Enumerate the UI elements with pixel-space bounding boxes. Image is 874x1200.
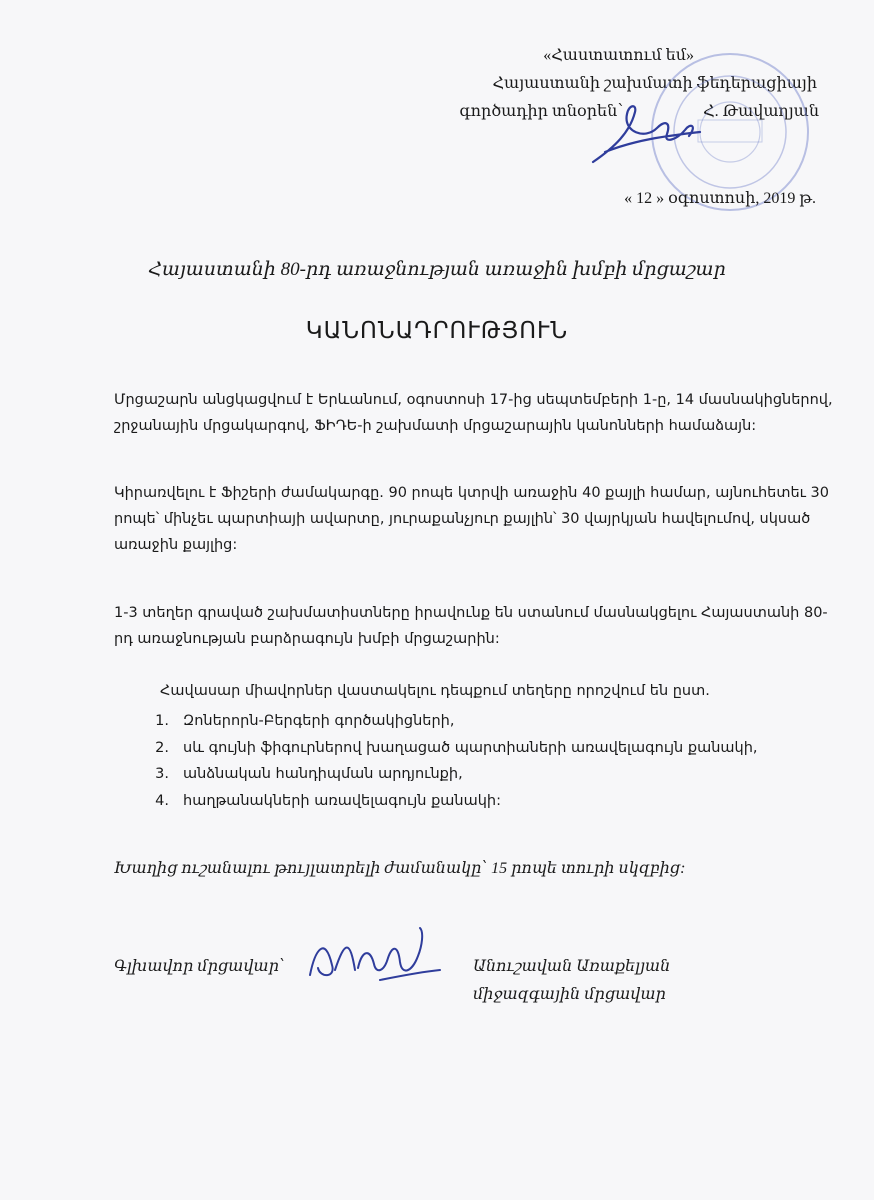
list-item-text: Զոներորն-Բերգերի գործակիցների, — [183, 713, 455, 729]
tiebreak-list — [134, 708, 758, 814]
chief-arbiter-title: միջազգային մրցավար — [473, 986, 666, 1003]
approval-date: « 12 » օգոստոսի, 2019 թ. — [624, 190, 816, 207]
list-item-text: սև գույնի ֆիգուրներով խաղացած պարտիաների առավելագույն քանակի, — [183, 739, 758, 756]
list-item-number: 1. — [155, 713, 169, 729]
list-item — [134, 788, 758, 815]
late-arrival-note: Խաղից ուշանալու թույլատրելի ժամանակը՝ 15 րոպե տուրի սկզբից: — [114, 860, 686, 877]
list-item-number: 4. — [155, 792, 169, 809]
approval-name: Հ. Թավաղյան — [703, 103, 819, 120]
approval-role: գործադիր տնօրեն՝ — [459, 103, 624, 120]
document-title: ԿԱՆՈՆԱԴՐՈՒԹՅՈՒՆ — [305, 318, 569, 344]
paragraph-venue: Մրցաշարն անցկացվում է Երևանում, օգոստոսի 17-ից սեպտեմբերի 1-ը, 14 մասնակիցներով, շրջանային մրցակարգով, ՖԻԴԵ-ի շախմատի մրցաշարային կանոնների համաձայն: — [114, 392, 833, 434]
approval-heading: «Հաստատում եմ» — [543, 47, 694, 64]
document-subtitle: Հայաստանի 80-րդ առաջնության առաջին խմբի մրցաշար — [148, 259, 726, 280]
tiebreak-intro: Հավասար միավորներ վաստակելու դեպքում տեղերը որոշվում են ըստ. — [160, 683, 710, 699]
paragraph-qualification: 1-3 տեղեր գրաված շախմատիստները իրավունք են ստանում մասնակցելու Հայաստանի 80-րդ առաջնության բարձրագույն խմբի մրցաշարին: — [114, 605, 828, 647]
chief-arbiter-name: Անուշավան Առաքելյան — [473, 958, 671, 975]
director-signature — [585, 92, 705, 172]
list-item — [134, 735, 758, 762]
list-item-number: 3. — [155, 766, 169, 782]
list-item — [134, 761, 758, 788]
list-item-number: 2. — [155, 739, 169, 756]
list-item-text: անձնական հանդիպման արդյունքի, — [183, 766, 463, 782]
paragraph-time-control: Կիրառվելու է Ֆիշերի ժամակարգը. 90 րոպե կտրվի առաջին 40 քայլի համար, այնուհետեւ 30 րոպե՝ մինչեւ պարտիայի ավարտը, յուրաքանչյուր քայլին՝ 30 վայրկյան հավելումով, սկսած առաջին քայլից: — [114, 485, 830, 553]
chief-arbiter-block — [473, 953, 670, 1009]
approval-organization: Հայաստանի շախմատի ֆեդերացիայի — [492, 75, 817, 92]
list-item — [134, 708, 758, 735]
chief-arbiter-signature — [300, 920, 450, 995]
chief-arbiter-label: Գլխավոր մրցավար՝ — [114, 958, 285, 975]
list-item-text: հաղթանակների առավելագույն քանակի: — [183, 792, 502, 809]
